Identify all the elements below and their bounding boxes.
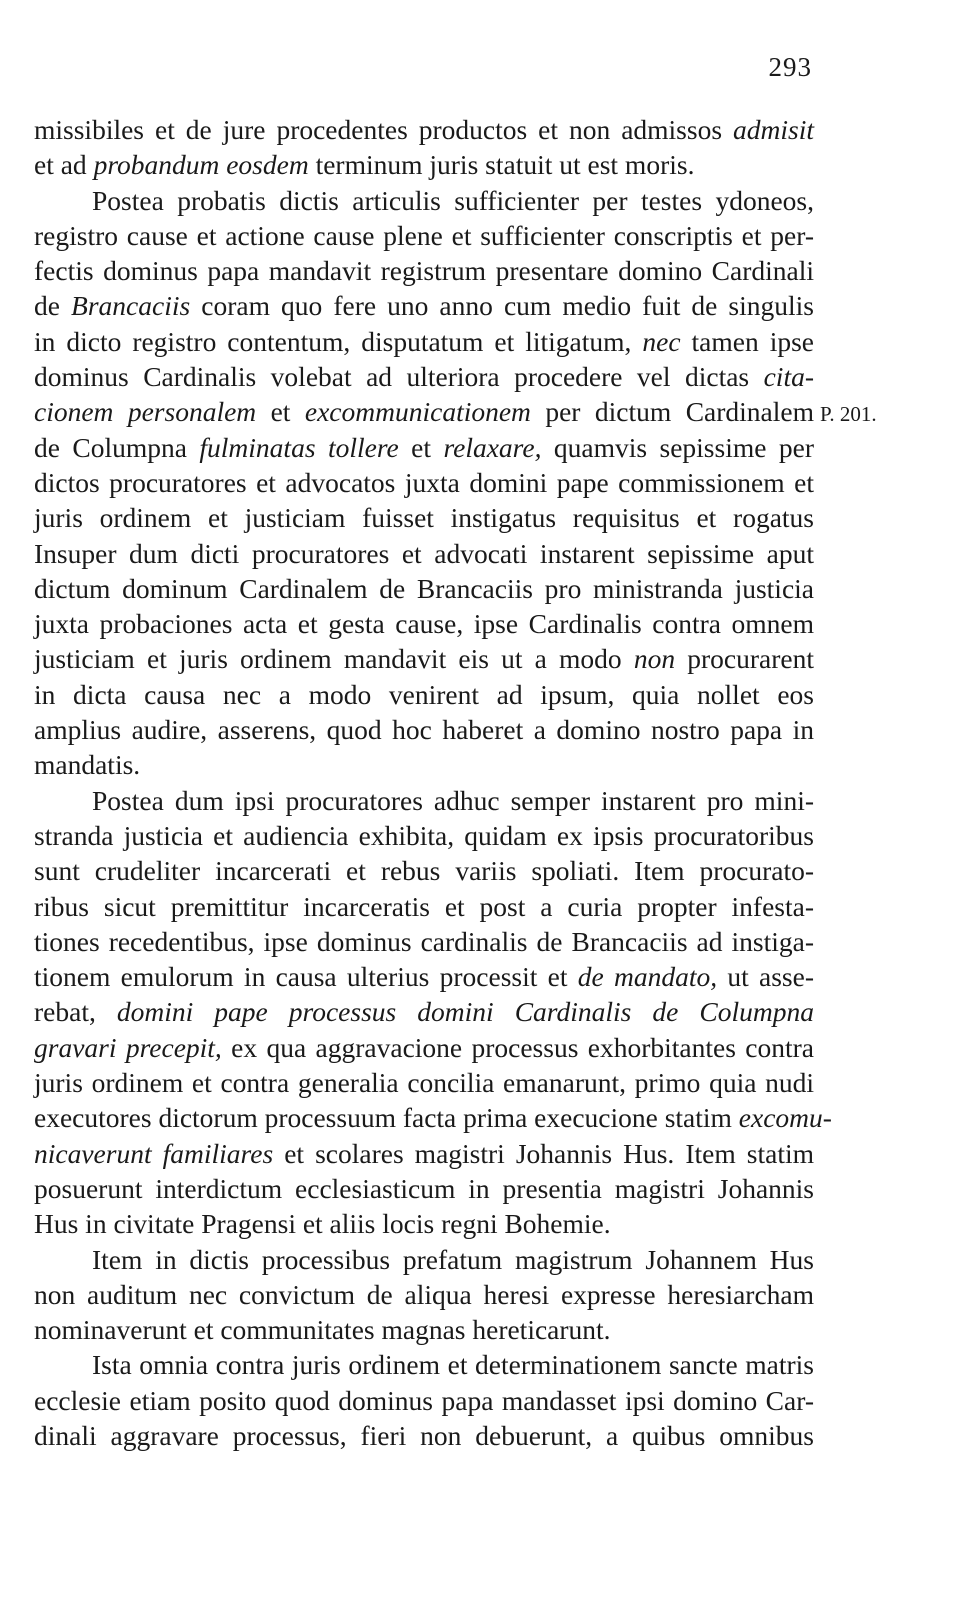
text-segment: Ista omnia contra juris ordinem et determinationem sancte matris	[92, 1349, 814, 1381]
text-segment: non auditum nec convictum de aliqua heresi expresse heresiarcham	[34, 1278, 814, 1310]
text-line	[34, 324, 814, 359]
text-line	[34, 889, 814, 924]
text-segment: ribus sicut premittitur incarceratis et post a curia propter infesta-	[34, 890, 814, 922]
text-segment: terminum juris statuit ut est moris.	[308, 149, 695, 181]
text-line	[34, 747, 814, 782]
text-segment: quamvis sepissime per	[541, 431, 814, 463]
italic-segment: fulminatas tollere	[199, 431, 399, 463]
text-segment: ecclesie etiam posito quod dominus papa mandasset ipsi domino Car-	[34, 1384, 814, 1416]
italic-segment: cita-	[763, 361, 814, 393]
text-segment: juris ordinem et justiciam fuisset instigatus requisitus et rogatus	[34, 502, 814, 534]
text-segment: dinali aggravare processus, fieri non debuerunt, a quibus omnibus	[34, 1419, 814, 1451]
italic-segment: probandum eosdem	[93, 149, 309, 181]
text-line	[34, 218, 814, 253]
italic-segment: Brancaciis	[71, 290, 191, 322]
text-line	[34, 1030, 814, 1065]
text-segment: fectis dominus papa mandavit registrum presentare domino Cardinali	[34, 255, 814, 287]
text-line	[34, 430, 814, 465]
text-segment: Postea probatis dictis articulis sufficienter per testes ydoneos,	[92, 184, 814, 216]
text-line	[34, 147, 814, 182]
text-segment: juris ordinem et contra generalia concilia emanarunt, primo quia nudi	[34, 1067, 814, 1099]
text-line	[34, 677, 814, 712]
italic-segment: cionem personalem	[34, 396, 257, 428]
text-segment: juxta probaciones acta et gesta cause, ipse Cardinalis contra omnem	[34, 608, 814, 640]
text-segment: posuerunt interdictum ecclesiasticum in presentia magistri Johannis	[34, 1172, 814, 1204]
text-line	[34, 783, 814, 818]
text-segment: nominaverunt et communitates magnas hereticarunt.	[34, 1314, 611, 1346]
italic-segment: admisit	[733, 114, 814, 145]
italic-segment: excommunicationem	[304, 396, 531, 428]
text-line	[34, 712, 814, 747]
text-line	[34, 924, 814, 959]
text-segment: Hus in civitate Pragensi et aliis locis regni Bohemie.	[34, 1208, 611, 1240]
text-line	[34, 1418, 814, 1453]
text-segment: ut asse-	[717, 961, 814, 993]
text-line	[34, 1206, 814, 1241]
text-segment: et	[256, 396, 305, 428]
text-segment: de	[34, 290, 72, 322]
text-line	[34, 465, 814, 500]
text-line	[34, 1312, 814, 1347]
italic-segment: relaxare,	[443, 431, 542, 463]
body-text	[34, 112, 832, 1453]
text-segment: Postea dum ipsi procuratores adhuc semper instarent pro mini-	[92, 784, 814, 816]
text-segment: executores dictorum processuum facta prima execucione statim	[34, 1102, 739, 1134]
text-line	[34, 818, 814, 853]
text-segment: dictos procuratores et advocatos juxta domini pape commissionem et	[34, 466, 814, 498]
text-line	[34, 359, 814, 394]
text-segment: et	[398, 431, 444, 463]
text-segment: dominus Cardinalis volebat ad ulteriora procedere vel dictas	[34, 361, 764, 393]
italic-segment: nicaverunt familiares	[34, 1137, 274, 1169]
text-line	[34, 1277, 814, 1312]
text-segment: mandatis.	[34, 749, 141, 781]
text-segment: per dictum Cardinalem	[530, 396, 814, 428]
text-segment: Item in dictis processibus prefatum magistrum Johannem Hus	[92, 1243, 814, 1275]
margin-note: P. 201.	[820, 402, 877, 426]
italic-segment: domini pape processus domini Cardinalis de Columpna	[116, 996, 814, 1028]
text-segment: ex qua aggravacione processus exhorbitantes contra	[221, 1031, 814, 1063]
text-line	[34, 641, 814, 676]
text-segment: rebat,	[34, 996, 117, 1028]
text-line	[34, 253, 814, 288]
text-line	[34, 500, 814, 535]
text-line	[34, 571, 814, 606]
text-segment: registro cause et actione cause plene et sufficienter conscriptis et per-	[34, 219, 814, 251]
text-segment: procurarent	[675, 643, 814, 675]
text-line	[34, 183, 814, 218]
text-line	[34, 994, 814, 1029]
text-line	[34, 288, 814, 323]
text-segment: coram quo fere uno anno cum medio fuit de singulis	[190, 290, 814, 322]
text-segment: missibiles et de jure procedentes productos et non admissos	[34, 114, 734, 145]
text-line	[34, 853, 814, 888]
text-segment: tiones recedentibus, ipse dominus cardinalis de Brancaciis ad instiga-	[34, 925, 814, 957]
text-segment: tionem emulorum in causa ulterius processit et	[34, 961, 578, 993]
text-line	[34, 112, 814, 147]
italic-segment: excomu-	[738, 1102, 832, 1134]
text-segment: et ad	[34, 149, 94, 181]
italic-segment: non	[633, 643, 676, 675]
italic-segment: nec	[642, 325, 681, 357]
text-line	[34, 1065, 814, 1100]
text-line	[34, 394, 814, 429]
text-segment: et scolares magistri Johannis Hus. Item statim	[273, 1137, 814, 1169]
text-line	[34, 959, 814, 994]
italic-segment: gravari precepit,	[34, 1031, 222, 1063]
text-segment: stranda justicia et audiencia exhibita, quidam ex ipsis procuratoribus	[34, 819, 814, 851]
text-line	[34, 536, 814, 571]
text-line	[34, 1347, 814, 1382]
text-segment: in dicta causa nec a modo venirent ad ipsum, quia nollet eos	[34, 678, 814, 710]
text-segment: dictum dominum Cardinalem de Brancaciis pro ministranda justicia	[34, 572, 814, 604]
text-line	[34, 1242, 814, 1277]
text-segment: tamen ipse	[680, 325, 814, 357]
text-segment: amplius audire, asserens, quod hoc haberet a domino nostro papa in	[34, 714, 814, 746]
text-segment: sunt crudeliter incarcerati et rebus variis spoliati. Item procurato-	[34, 855, 814, 887]
italic-segment: de mandato,	[577, 961, 718, 993]
text-line	[34, 1136, 814, 1171]
text-line	[34, 1383, 814, 1418]
page-number: 293	[768, 52, 812, 82]
text-segment: Insuper dum dicti procuratores et advocati instarent sepissime aput	[34, 537, 814, 569]
text-segment: in dicto registro contentum, disputatum et litigatum,	[34, 325, 643, 357]
text-line	[34, 606, 814, 641]
text-line	[34, 1171, 814, 1206]
text-line	[34, 1100, 832, 1135]
text-segment: de Columpna	[34, 431, 200, 463]
text-segment: justiciam et juris ordinem mandavit eis ut a modo	[34, 643, 634, 675]
